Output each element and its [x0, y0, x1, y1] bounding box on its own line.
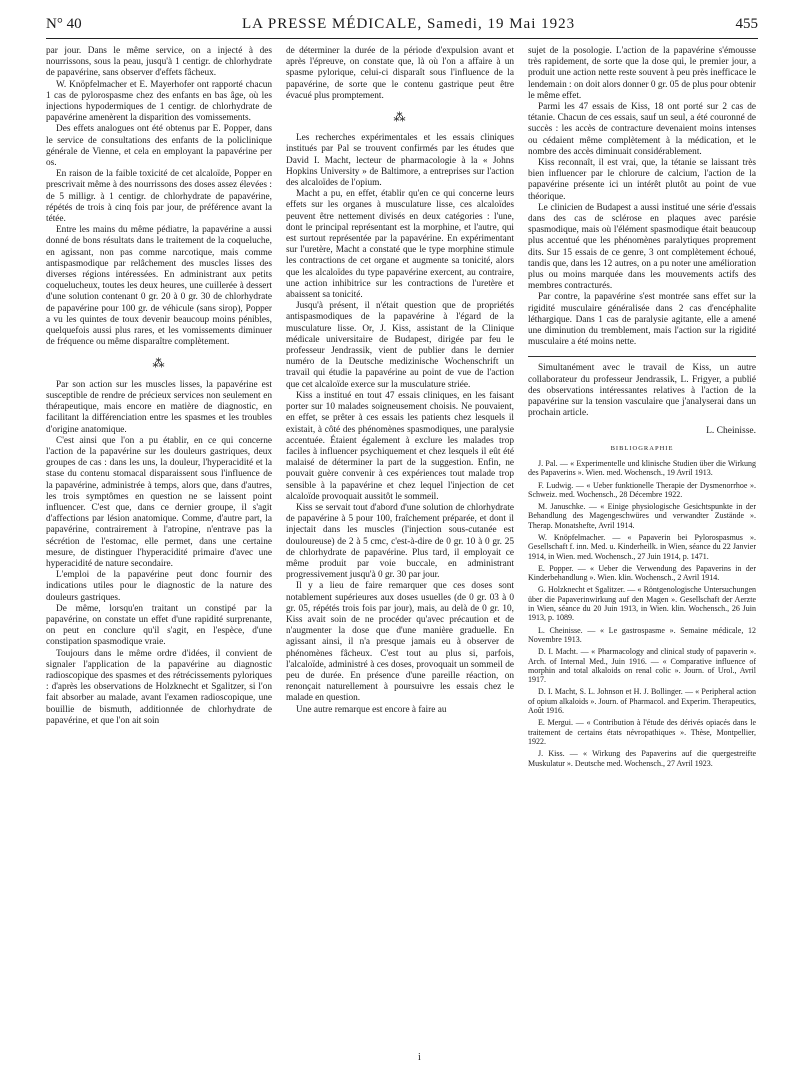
paragraph: En raison de la faible toxicité de cet alcaloïde, Popper en prescrivait même à des nourrissons des doses assez élevées : de 5 milligr. à 1 centigr. de chlorhydrate de papavérine, répétés de trois à cinq fois par jour, de préférence avant la tétée. [46, 169, 272, 225]
paragraph: De même, lorsqu'en traitant un constipé par la papavérine, on constate un effet d'une rapidité surprenante, on peut en conclure qu'il s'agit, en l'espèce, d'une constipation spasmodique vraie. [46, 603, 272, 648]
bibliography-entry: J. Pal. — « Experimentelle und klinische Studien über die Wirkung des Papaverins ». Wien. med. Wochensch., 19 Avril 1913. [528, 458, 756, 478]
column-right [528, 46, 756, 1050]
paragraph: Kiss se servait tout d'abord d'une solution de chlorhydrate de papavérine à 5 pour 100, fraîchement préparée, et dont il injectait dans les muscles (l'injection sous-cutanée est douloureuse) de 2 à 5 cmc, c'est-à-dire de 0 gr. 10 à 0 gr. 25 de chlorhydrate de papavérine. Plus tard, il employait ce même produit par voie buccale, en administrant progressivement jusqu'à 0 gr. 30 par jour. [286, 502, 514, 581]
divider [528, 356, 756, 357]
paragraph: par jour. Dans le même service, on a injecté à des nourrissons, sous la peau, jusqu'à 1 centigr. de chlorhydrate de papavérine, sans observer d'effets fâcheux. [46, 46, 272, 79]
bibliography-entry: D. I. Macht. — « Pharmacology and clinical study of papaverin ». Arch. of Internal Med., Juin 1916. — « Comparative influence of morphin and total alkaloids on renal colic ». Journ. of Urol., Avril 1917. [528, 647, 756, 685]
paragraph: C'est ainsi que l'on a pu établir, en ce qui concerne l'action de la papavérine sur les douleurs gastriques, deux groupes de cas : dans les uns, la douleur, l'hyperacidité et la stase du contenu stomacal disparaissent sous l'influence de la papavérine, administrée à temps, alors que, dans d'autres, les trois symptômes en question ne se laissent point influencer. C'est que, dans ce dernier groupe, il s'agit d'affections par lésion anatomique. Comme, d'autre part, la papavérine, contrairement à l'atropine, n'entrave pas la sécrétion de l'estomac, elle permet, dans une certaine mesure, de distinguer l'hyperacidité primaire d'avec une hyperacidité de nature secondaire. [46, 435, 272, 569]
column-left [46, 46, 272, 1050]
page-header [46, 10, 758, 39]
page-number: 455 [735, 15, 758, 32]
bibliography-entry: W. Knöpfelmacher. — « Papaverin bei Pylorospasmus ». Gesellschaft f. inn. Med. u. Kinderheilk. in Wien, séance du 22 Janvier 1914, in Wien. med. Wochensch., 27 Juin 1914, p. 1471. [528, 532, 756, 561]
paragraph: Jusqu'à présent, il n'était question que de propriétés antispasmodiques de la papavérine à l'égard de la musculature lisse. Or, J. Kiss, assistant de la Clinique médicale universitaire de Budapest, dirigée par feu le professeur Jendrassik, vient de publier dans le dernier numéro de la Deutsche medizinische Wochenschrift un travail qui étudie la papavérine au point de vue de l'action que cet alcaloïde exerce sur la musculature striée. [286, 301, 514, 390]
paragraph: Kiss a institué en tout 47 essais cliniques, en les faisant porter sur 10 malades soigneusement choisis. Ne pouvaient, en effet, se prêter à ces essais les patients chez lesquels il existait, à côté des phénomènes spasmodiques, une paralysie accentuée. Étaient également à exclure les malades trop faciles à influencer psychiquement et chez lesquels il eût été malaisé de déterminer la part de la suggestion. Enfin, ne pouvait guère convenir à ces expériences tout malade trop sensible à la papavérine et chez lequel l'injection de cet alcaloïde provoquait aussitôt le sommeil. [286, 390, 514, 502]
bibliography-list [528, 459, 756, 768]
paragraph: Kiss reconnaît, il est vrai, que, la tétanie se laissant très bien influencer par le chlorure de calcium, l'action de la papavérine présente ici un intérêt plutôt au point de vue théorique. [528, 158, 756, 202]
paragraph: Une autre remarque est encore à faire au [296, 704, 447, 715]
paragraph: Le clinicien de Budapest a aussi institué une série d'essais dans des cas de sclérose en plaques avec parésie spasmodique, mais où l'élément spasmodique était beaucoup plus accentué que les phénomènes paralytiques proprement dits. Sur 15 essais de ce genre, 3 ont complètement échoué, tandis que, dans les 12 autres, on a pu noter une amélioration plus ou moins marquée dans les mouvements actifs des membres contracturés. [528, 202, 756, 292]
paragraph: Simultanément avec le travail de Kiss, un autre collaborateur du professeur Jendrassik, L. Frigyer, a publié des observations intéressantes relatives à l'action de la papavérine sur la tension vasculaire que j'analyserai dans un prochain article. [528, 363, 756, 419]
paragraph: W. Knöpfelmacher et E. Mayerhofer ont rapporté chacun 1 cas de pylorospasme chez des enfants en bas âge, où les injections hypodermiques de 1 centigr. de chlorhydrate de papavérine amenèrent la disparition des vomissements. [46, 79, 272, 124]
paragraph: Des effets analogues ont été obtenus par E. Popper, dans le service de consultations des enfants de la policlinique générale de Vienne, et cela en employant la papavérine per os. [46, 124, 272, 169]
column-middle [286, 46, 514, 1050]
bibliography-heading: BIBLIOGRAPHIE [610, 444, 674, 452]
author-signature: L. Cheinisse. [706, 425, 756, 436]
bibliography-entry: M. Januschke. — « Einige physiologische Gesichtspunkte in der Behandlung des Magengeschwüres und verwandter Zustände ». Therap. Monatshefte, Avril 1914. [528, 502, 756, 530]
paragraph: Entre les mains du même pédiatre, la papavérine a aussi donné de bons résultats dans le traitement de la coqueluche, en agissant, non pas comme narcotique, mais comme antispasmodique par relâchement des muscles lisses des diverses régions intéressées. En administrant aux petits coquelucheux, toutes les deux heures, une cuillerée à dessert d'une solution contenant 0 gr. 20 à 0 gr. 30 de chlorhydrate de papavérine pour 100 gr. de véhicule (sans sirop), Popper a vu les quintes de toux devenir beaucoup moins pénibles, quelquefois aussi plus rares, et les vomissements diminuer de fréquence ou même disparaître complètement. [46, 225, 272, 348]
bibliography-entry: F. Ludwig. — « Ueber funktionelle Therapie der Dysmenorrhoe ». Schweiz. med. Wochensch., 28 Décembre 1922. [528, 480, 756, 499]
paragraph: sujet de la posologie. L'action de la papavérine s'émousse très rapidement, de sorte que la dose qui, le premier jour, a produit une action nette reste souvent à peu près inefficace le lendemain : on doit alors donner 0 gr. 05 de plus pour obtenir le même effet. [528, 46, 756, 101]
bibliography-entry: G. Holzknecht et Sgalitzer. — « Röntgenologische Untersuchungen über die Papaverinwirkung auf den Magen ». Gesellschaft der Aerzte in Wien, séance du 20 Juin 1913, in Wien. klin. Wochensch., 26 Juin 1913, p. 1089. [528, 585, 756, 623]
paragraph: Macht a pu, en effet, établir qu'en ce qui concerne leurs effets sur les organes à musculature lisse, ces alcaloïdes peuvent être nettement divisés en deux catégories : l'une, dont le principal représentant est la morphine, et l'autre, qui est surtout représentée par la papavérine. En expérimentant sur l'uretère, Macht a constaté que le type morphine stimule les contractions de cet organe et augmente sa tonicité, alors que les alcaloïdes du type papavérine exercent, au contraire, une action inhibitrice sur les contractions de l'uretère et abaissent sa tonicité. [286, 189, 514, 301]
section-papaverine-children [46, 46, 272, 348]
bibliography-entry: J. Kiss. — « Wirkung des Papaverins auf die quergestreifte Muskulatur ». Deutsche med. Wochensch., 27 Avril 1923. [528, 749, 756, 768]
paragraph: de déterminer la durée de la période d'expulsion avant et après l'épreuve, on constate que, là où l'on a affaire à un spasme pylorique, celui-ci disparaît sous l'influence de la papavérine, de sorte que le contenu gastrique peut être évacué plus promptement. [286, 46, 514, 101]
journal-title: LA PRESSE MÉDICALE, Samedi, 19 Mai 1923 [241, 15, 576, 32]
paragraph: Toujours dans le même ordre d'idées, il convient de signaler l'application de la papavérine au diagnostic radioscopique des spasmes et des rétrécissements pyloriques : d'après les observations de Holzknecht et Sgalitzer, si l'on fait absorber au malade, avant l'examen radioscopique, une bouillie de bismuth, additionnée de chlorhydrate de papavérine, et que l'on ait soin [46, 648, 272, 726]
asterism-separator: ⁂ [393, 110, 407, 125]
section-diagnostic [46, 380, 272, 727]
paragraph: Les recherches expérimentales et les essais cliniques institués par Pal se trouvent confirmés par les études que David I. Macht, lecteur de pharmacologie à la « Johns Hopkins University » de Baltimore, a entreprises sur l'action des alcaloïdes de l'opium. [286, 133, 514, 189]
paragraph: L'emploi de la papavérine peut donc fournir des indications utiles pour le diagnostic de la nature des douleurs gastriques. [46, 570, 272, 603]
bibliography-entry: E. Popper. — « Ueber die Verwendung des Papaverins in der Kinderbehandlung ». Wien. klin. Wochensch., 2 Avril 1914. [528, 563, 756, 583]
paragraph: Il y a lieu de faire remarquer que ces doses sont notablement supérieures aux doses usuelles (de 0 gr. 03 à 0 gr. 05, répétés trois fois par jour), mais, au delà de 0 gr. 10, Kiss avait soin de ne procéder qu'avec précaution et de n'augmenter la dose que d'une manière graduelle. En agissant ainsi, il n'a presque jamais eu à observer de phénomènes fâcheux. C'est tout au plus si, parfois, l'alcaloïde, administré à ces doses, provoquait un sommeil de peu de durée. En présence d'une pareille réaction, on renonçait naturellement à poursuivre les essais chez le malade en question. [286, 581, 514, 704]
bibliography-entry: L. Cheinisse. — « Le gastrospasme ». Semaine médicale, 12 Novembre 1913. [528, 625, 756, 644]
paragraph: Par son action sur les muscles lisses, la papavérine est susceptible de rendre de précieux services non seulement en thérapeutique, mais encore en matière de diagnostic, en facilitant la différenciation entre les spasmes et les troubles d'origine anatomique. [46, 379, 272, 435]
issue-number: N° 40 [46, 15, 82, 32]
bibliography-entry: E. Mergui. — « Contribution à l'étude des dérivés opiacés dans le traitement de certains états névropathiques ». Thèse, Montpellier, 1922. [528, 718, 756, 746]
bibliography-entry: D. I. Macht, S. L. Johnson et H. J. Bollinger. — « Peripheral action of opium alkaloids ». Journ. of Pharmacol. and Experim. Therapeutics, Août 1916. [528, 687, 756, 716]
paragraph: Par contre, la papavérine s'est montrée sans effet sur la rigidité musculaire généralisée dans 2 cas d'encéphalite léthargique. Dans 1 cas de paralysie agitante, elle a amené une diminution du tremblement, mais l'action sur la rigidité musculaire a été moins nette. [528, 292, 756, 348]
paragraph: Parmi les 47 essais de Kiss, 18 ont porté sur 2 cas de tétanie. Chacun de ces essais, sauf un seul, a été couronné de succès : les accès de contracture devenaient moins intenses ou cédaient même complètement à la médication, et le nombre des accès diminuait considérablement. [528, 102, 756, 157]
page-footnote-mark: i [418, 1052, 421, 1063]
asterism-separator: ⁂ [152, 356, 166, 371]
